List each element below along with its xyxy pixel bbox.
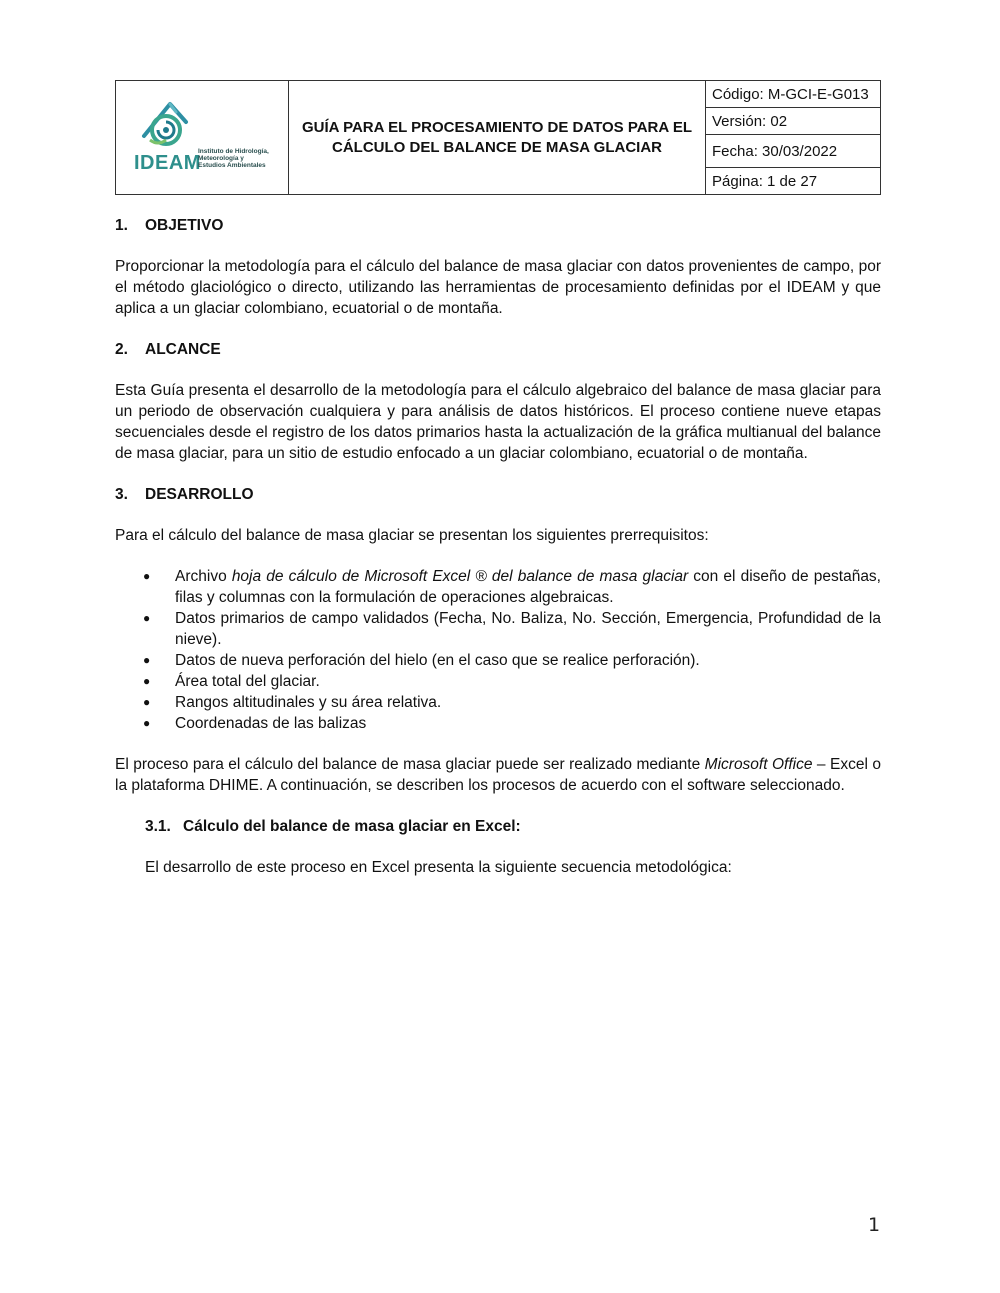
subsection-3-1 [115, 816, 881, 878]
section-paragraph: Para el cálculo del balance de masa glaciar se presentan los siguientes prerrequisitos: [115, 527, 709, 544]
ideam-logo [116, 82, 288, 194]
subsection-paragraph: El desarrollo de este proceso en Excel presenta la siguiente secuencia metodológica: [145, 859, 732, 876]
prerequisites-list [115, 566, 881, 734]
logo-cell [116, 81, 289, 195]
ideam-emblem-icon [136, 96, 206, 152]
list-item: ● Coordenadas de las balizas [143, 713, 881, 734]
list-item: ● Datos primarios de campo validados (Fecha, No. Baliza, No. Sección, Emergencia, Profundidad de la nieve). [143, 608, 881, 650]
list-item: ● Área total del glaciar. [143, 671, 881, 692]
section-paragraph: Proporcionar la metodología para el cálculo del balance de masa glaciar con datos provenientes de campo, por el método glaciológico o directo, utilizando las herramientas de procesamiento definidas por el IDEAM y que aplica a un glaciar colombiano, ecuatorial o de montaña. [115, 258, 881, 317]
section-heading: 3. DESARROLLO [115, 486, 254, 503]
list-item: ● Archivo hoja de cálculo de Microsoft Excel ® del balance de masa glaciar con el diseño de pestañas, filas y columnas con la formulación de operaciones algebraicas. [143, 566, 881, 608]
list-item: ● Rangos altitudinales y su área relativa. [143, 692, 881, 713]
document-date: Fecha: 30/03/2022 [706, 135, 881, 168]
document-page: Página: 1 de 27 [706, 168, 881, 195]
section-heading: 2. ALCANCE [115, 341, 221, 358]
list-item: ● Datos de nueva perforación del hielo (en el caso que se realice perforación). [143, 650, 881, 671]
section-desarrollo [115, 484, 881, 796]
subsection-heading: 3.1. Cálculo del balance de masa glaciar en Excel: [145, 818, 521, 835]
document-title: GUÍA PARA EL PROCESAMIENTO DE DATOS PARA EL CÁLCULO DEL BALANCE DE MASA GLACIAR [289, 81, 706, 195]
document-body [115, 215, 881, 878]
section-heading: 1. OBJETIVO [115, 217, 224, 234]
logo-wordmark: IDEAM [134, 151, 201, 174]
document-version: Versión: 02 [706, 108, 881, 135]
section-paragraph: El proceso para el cálculo del balance de masa glaciar puede ser realizado mediante Microsoft Office – Excel o la plataforma DHIME. A continuación, se describen los procesos de acuerdo con el software seleccionado. [115, 756, 881, 794]
logo-subtitle: Instituto de Hidrología, Meteorología y Estudios Ambientales [198, 147, 269, 169]
document-header [115, 80, 881, 195]
document-code: Código: M-GCI-E-G013 [706, 81, 881, 108]
section-alcance [115, 339, 881, 464]
section-objetivo [115, 215, 881, 319]
page-number: 1 [868, 1214, 881, 1236]
section-paragraph: Esta Guía presenta el desarrollo de la metodología para el cálculo algebraico del balance de masa glaciar para un periodo de observación cualquiera y para análisis de datos históricos. El proceso contiene nueve etapas secuenciales desde el registro de los datos primarios hasta la actualización de la gráfica multianual del balance de masa glaciar, para un sitio de estudio enfocado a un glaciar colombiano, ecuatorial o de montaña. [115, 382, 881, 462]
